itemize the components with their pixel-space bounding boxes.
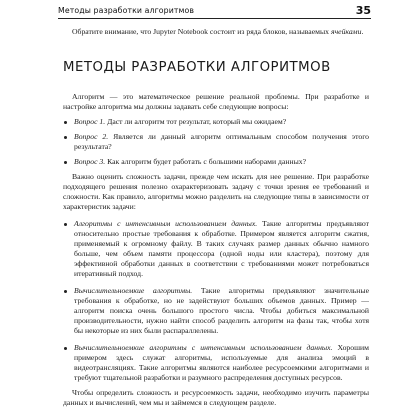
bullet-icon [64, 290, 67, 293]
characteristic-term: Алгоритмы с интенсивным использованием данных. [74, 219, 258, 228]
section-title: МЕТОДЫ РАЗРАБОТКИ АЛГОРИТМОВ [63, 60, 331, 75]
question-list [63, 117, 369, 167]
question-label: Вопрос 2. [74, 132, 109, 141]
intro-term: ячейками [330, 27, 362, 36]
question-label: Вопрос 1. [74, 117, 106, 126]
paragraph-1: Алгоритм — это математическое решение реальной проблемы. При разработке и настройке алгоритма мы должны задавать себе следующие вопросы: [63, 92, 369, 111]
question-label: Вопрос 3. [74, 157, 106, 166]
characteristic-text: Такие алгоритмы предъявляют относительно простые требования к обработке. Примером является алгоритм сжатия, применяемый к огромному файлу. В таких случаях размер данных обычно намного больше, чем объем памяти процессора (одной ноды или кластера), поэтому для эффективной обработки данных в соответствии с требованиями может потребоваться итеративный подход. [74, 219, 369, 278]
list-item [63, 132, 369, 152]
list-item [63, 286, 369, 336]
running-header-title: Методы разработки алгоритмов [58, 6, 195, 15]
bullet-icon [64, 161, 67, 164]
list-item [63, 157, 369, 167]
bullet-icon [64, 223, 67, 226]
paragraph-2: Важно оценить сложность задачи, прежде чем искать для нее решение. При разработке подходящего решения полезно охарактеризовать задачу с точки зрения ее требований и сложности. Как правило, алгоритмы можно разделить на следующие типы в зависимости от характеристик задачи: [63, 172, 369, 211]
question-text: Является ли данный алгоритм оптимальным способом получения этого результата? [74, 132, 369, 151]
page-body [63, 27, 369, 408]
list-item [63, 219, 369, 279]
paragraph-3: Чтобы определить сложность и ресурсоемкость задачи, необходимо изучить параметры данных и вычислений, чем мы и займемся в следующем разделе. [63, 388, 369, 407]
bullet-icon [64, 121, 67, 124]
question-text: Как алгоритм будет работать с большими наборами данных? [105, 157, 307, 166]
intro-tail: . [361, 27, 364, 36]
characteristic-term: Вычислительноемкие алгоритмы. [74, 286, 193, 295]
list-item [63, 117, 369, 127]
bullet-icon [64, 136, 67, 139]
page-number: 35 [355, 4, 371, 17]
characteristic-text: Хорошим примером здесь служат алгоритмы, используемые для анализа эмоций в видеотрансляциях. Такие алгоритмы являются наиболее ресурсоемкими алгоритмами и требуют тщательной разработки и разумного распределения доступных ресурсов. [74, 343, 369, 382]
list-item [63, 343, 369, 383]
characteristics-list [63, 219, 369, 383]
characteristic-term: Вычислительноемкие алгоритмы с интенсивным использованием данных. [74, 343, 333, 352]
question-text: Даст ли алгоритм тот результат, который мы ожидаем? [105, 117, 287, 126]
characteristic-text: Такие алгоритмы предъявляют значительные требования к обработке, но не задействуют больших объемов данных. Пример — алгоритм поиска очень большого простого числа. Чтобы добиться максимальной производительности, нужно найти способ разделить алгоритм на фазы так, чтобы хотя бы некоторые из них были распараллелены. [74, 286, 369, 335]
bullet-icon [64, 347, 67, 350]
running-header [58, 6, 371, 18]
intro-lead: Обратите внимание, что Jupyter Notebook состоит из ряда блоков, называемых [72, 27, 331, 36]
intro-paragraph [63, 27, 369, 37]
header-rule [58, 18, 371, 19]
